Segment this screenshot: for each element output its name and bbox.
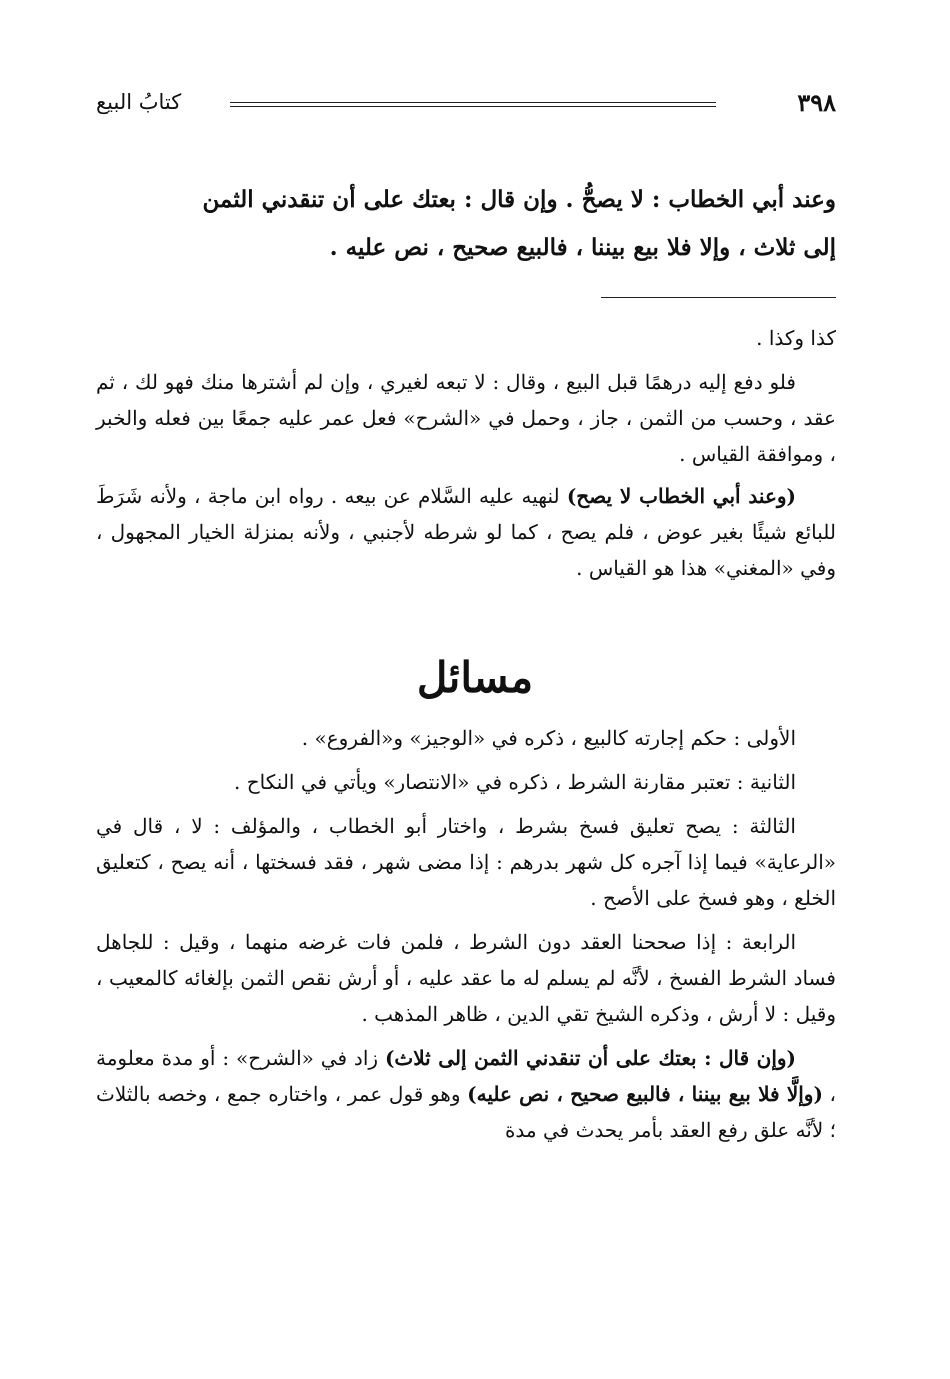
issue-third: الثالثة : يصح تعليق فسخ بشرط ، واختار أبو الخطاب ، والمؤلف : لا ، قال في «الرعاية» فيما إذا آجره كل شهر بدرهم : إذا مضى شهر ، فقد فسختها ، أنه يصح ، كتعليق الخلع ، وهو فسخ على الأصح . [96, 814, 836, 910]
commentary-paragraph-2 [96, 478, 836, 586]
main-text [96, 176, 836, 272]
quoted-matn: (وإن قال : بعتك على أن تنقدني الثمن إلى ثلاث) [384, 1046, 796, 1070]
section-title: مسائل [416, 653, 534, 702]
issue-first: الأولى : حكم إجارته كالبيع ، ذكره في «الوجيز» و«الفروع» . [301, 726, 796, 750]
commentary-text: وهو قول عمر ، واختاره جمع ، وخصه بالثلاث ؛ لأنَّه علق رفع العقد بأمر يحدث في مدة [96, 1082, 836, 1142]
quoted-matn: (وإلَّا فلا بيع بيننا ، فالبيع صحيح ، نص عليه) [467, 1082, 823, 1106]
quoted-matn: (وعند أبي الخطاب لا يصح) [566, 484, 796, 508]
book-title: كتابُ البيع [96, 90, 182, 114]
header-rule [230, 102, 716, 107]
commentary-lower [96, 720, 836, 1148]
footnote-separator [601, 297, 836, 298]
issue-second: الثانية : تعتبر مقارنة الشرط ، ذكره في «الانتصار» ويأتي في النكاح . [234, 770, 796, 794]
commentary-paragraph-last [96, 1040, 836, 1148]
running-header [96, 88, 836, 122]
commentary-paragraph-1: فلو دفع إليه درهمًا قبل البيع ، وقال : لا تبعه لغيري ، وإن لم أشترها منك فهو لك ، ثم عقد ، وحسب من الثمن ، جاز ، وحمل في «الشرح» فعل عمر عليه جمعًا بين فعله والخبر ، وموافقة القياس . [96, 370, 836, 466]
issue-fourth: الرابعة : إذا صححنا العقد دون الشرط ، فلمن فات غرضه منهما ، وقيل : للجاهل فساد الشرط الفسخ ، لأنَّه لم يسلم له ما عقد عليه ، أو أرش نقص الثمن بإلغائه كالمعيب ، وقيل : لا أرش ، وذكره الشيخ تقي الدين ، ظاهر المذهب . [96, 930, 836, 1026]
page-number: ٣٩٨ [797, 88, 836, 117]
commentary-fragment: كذا وكذا . [756, 326, 836, 350]
main-text-line-2: إلى ثلاث ، وإلا فلا بيع بيننا ، فالبيع صحيح ، نص عليه . [329, 234, 836, 261]
commentary-upper [96, 320, 836, 586]
main-text-line-1: وعند أبي الخطاب : لا يصحُّ . وإن قال : بعتك على أن تنقدني الثمن [202, 186, 836, 213]
commentary-text: لنهيه عليه السَّلام عن بيعه . رواه ابن ماجة ، ولأنه شَرَطَ للبائع شيئًا بغير عوض ، فلم يصح ، كما لو شرطه لأجنبي ، ولأنه بمنزلة الخيار المجهول ، وفي «المغني» هذا هو القياس . [96, 484, 836, 580]
commentary-text: زاد في «الشرح» : أو مدة معلومة ، [96, 1046, 837, 1106]
